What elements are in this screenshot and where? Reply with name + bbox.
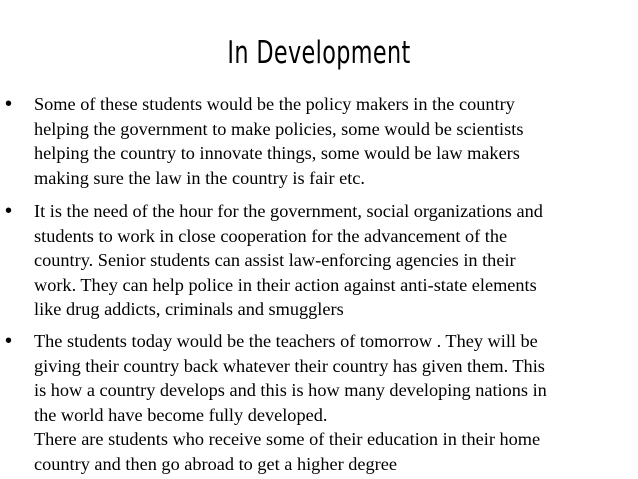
bullet-line: students to work in close cooperation for the advancement of the [34, 225, 508, 246]
bullet-line: like drug addicts, criminals and smugglers [34, 299, 344, 320]
bullet-marker: • [5, 200, 13, 222]
bullet-item-3 [5, 329, 634, 477]
bullet-marker: • [5, 93, 13, 115]
bullet-line: helping the country to innovate things, some would be law makers [34, 143, 520, 164]
bullet-item-1 [5, 92, 634, 190]
bullet-item-2 [5, 199, 634, 322]
bullet-line: the world have become fully developed. [34, 404, 328, 425]
bullet-line: making sure the law in the country is fair etc. [34, 167, 365, 188]
bullet-marker: • [5, 330, 13, 352]
slide-title: In Development [227, 35, 411, 71]
bullet-line: The students today would be the teachers of tomorrow . They will be [34, 331, 538, 351]
bullet-line: It is the need of the hour for the government, social organizations and [34, 201, 543, 221]
bullet-line: Some of these students would be the policy makers in the country [34, 94, 515, 114]
bullet-line: country and then go abroad to get a higher degree [34, 453, 397, 474]
bullet-line: is how a country develops and this is how many developing nations in [34, 380, 547, 401]
bullet-line: work. They can help police in their action against anti-state elements [34, 274, 537, 295]
bullet-line: country. Senior students can assist law-enforcing agencies in their [34, 250, 516, 271]
bullet-line: There are students who receive some of their education in their home [34, 429, 541, 450]
bullet-line: giving their country back whatever their country has given them. This [34, 355, 545, 376]
bullet-line: helping the government to make policies, some would be scientists [34, 118, 524, 139]
